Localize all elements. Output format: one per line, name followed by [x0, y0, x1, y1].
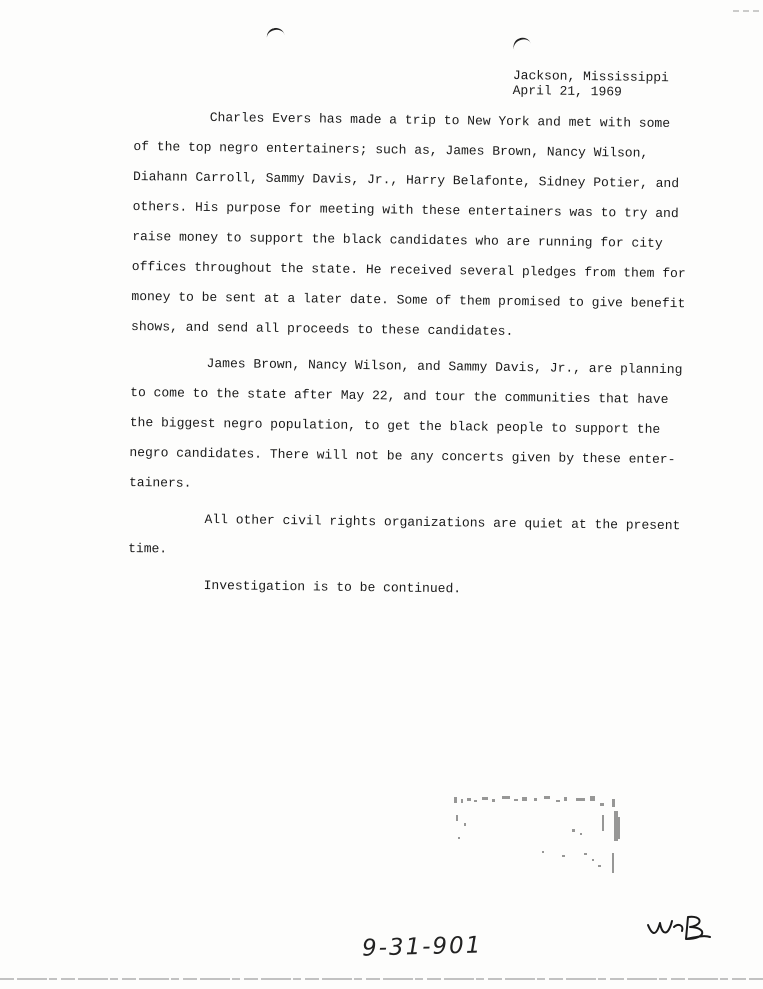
text-line: others. His purpose for meeting with these entertainers was to try and	[132, 198, 679, 222]
handwritten-initials	[644, 913, 714, 943]
bottom-edge-line	[0, 968, 763, 972]
paper-mark-left	[265, 26, 285, 40]
text-line: raise money to support the black candidates who are running for city	[132, 228, 663, 251]
text-line: negro candidates. There will not be any concerts given by these enter-	[129, 444, 676, 468]
handwritten-file-number: 9-31-901	[361, 932, 483, 962]
paragraph	[128, 348, 683, 505]
text-line: Diahann Carroll, Sammy Davis, Jr., Harry Belafonte, Sidney Potier, and	[132, 168, 680, 192]
text-line: of the top negro entertainers; such as, James Brown, Nancy Wilson,	[133, 138, 649, 161]
text-line: Charles Evers has made a trip to New York and met with some	[209, 109, 671, 132]
location-text: Jackson, Mississippi	[512, 68, 670, 86]
text-line: shows, and send all proceeds to these candidates.	[130, 318, 514, 339]
dateline	[513, 68, 669, 100]
text-line: time.	[128, 540, 168, 557]
memo-body	[127, 102, 686, 613]
text-line: Investigation is to be continued.	[203, 577, 462, 597]
text-line: All other civil rights organizations are quiet at the present	[204, 511, 681, 534]
text-line: tainers.	[128, 474, 192, 491]
paragraph	[127, 570, 672, 607]
date-text: April 21, 1969	[512, 82, 622, 100]
paragraph	[130, 102, 686, 349]
text-line: James Brown, Nancy Wilson, and Sammy Davis, Jr., are planning	[206, 355, 683, 378]
text-line: the biggest negro population, to get the black people to support the	[129, 414, 661, 437]
text-line: offices throughout the state. He received several pledges from them for	[131, 258, 686, 282]
paragraph	[128, 504, 681, 571]
faded-stamp-image	[452, 793, 624, 879]
corner-scan-mark	[733, 0, 761, 4]
text-line: to come to the state after May 22, and tour the communities that have	[130, 384, 669, 408]
text-line: money to be sent at a later date. Some of them promised to give benefit	[131, 288, 686, 312]
paper-mark-right	[511, 35, 531, 51]
